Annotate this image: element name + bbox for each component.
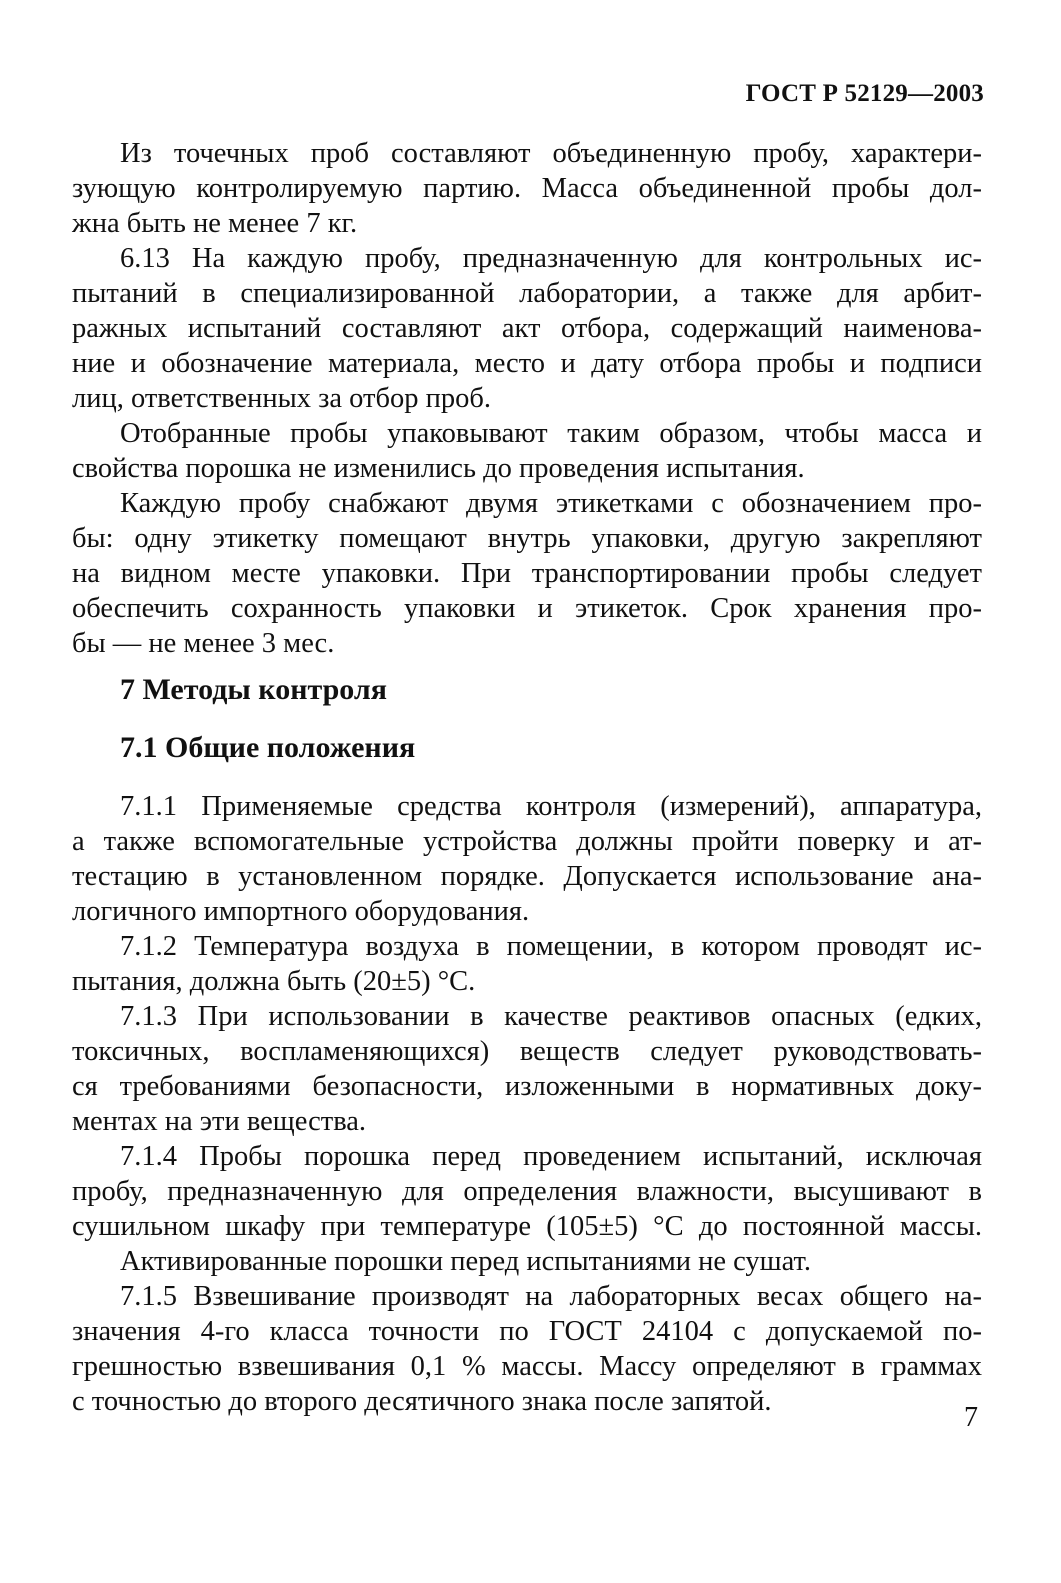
text-line: 7.1.5 Взвешивание производят на лабораторных весах общего на-: [120, 1281, 982, 1312]
text-line: обеспечить сохранность упаковки и этикеток. Срок хранения про-: [72, 593, 982, 624]
text-line: сушильном шкафу при температуре (105±5) °С до постоянной массы.: [72, 1211, 982, 1242]
text-line: ся требованиями безопасности, изложенными в нормативных доку-: [72, 1071, 982, 1102]
text-line: бы: одну этикетку помещают внутрь упаковки, другую закрепляют: [72, 523, 982, 554]
text-line: 7.1.4 Пробы порошка перед проведением испытаний, исключая: [120, 1141, 982, 1172]
text-line: Активированные порошки перед испытаниями не сушат.: [120, 1246, 811, 1277]
text-line: Каждую пробу снабжают двумя этикетками с обозначением про-: [120, 488, 982, 519]
text-line: 7.1.2 Температура воздуха в помещении, в котором проводят ис-: [120, 931, 982, 962]
text-line: свойства порошка не изменились до проведения испытания.: [72, 453, 805, 484]
section-6-text: [72, 136, 982, 661]
text-line: зующую контролируемую партию. Масса объединенной пробы дол-: [72, 173, 982, 204]
text-line: пытания, должна быть (20±5) °С.: [72, 966, 476, 997]
text-line: 7.1.1 Применяемые средства контроля (измерений), аппаратура,: [120, 791, 982, 822]
text-line: тестацию в установленном порядке. Допускается использование ана-: [72, 861, 982, 892]
page-number: 7: [964, 1402, 978, 1433]
text-line: а также вспомогательные устройства должны пройти поверку и ат-: [72, 826, 982, 857]
text-line: Отобранные пробы упаковывают таким образом, чтобы масса и: [120, 418, 982, 449]
section-7-1-text: [72, 789, 982, 1419]
text-line: жна быть не менее 7 кг.: [72, 208, 358, 239]
subsection-heading: 7.1 Общие положения: [120, 731, 416, 764]
text-line: ние и обозначение материала, место и дату отбора пробы и подписи: [72, 348, 982, 379]
text-line: бы — не менее 3 мес.: [72, 628, 335, 659]
text-line: 6.13 На каждую пробу, предназначенную для контрольных ис-: [120, 243, 982, 274]
document-header: ГОСТ Р 52129—2003: [745, 80, 984, 107]
text-line: с точностью до второго десятичного знака после запятой.: [72, 1386, 772, 1417]
text-line: значения 4-го класса точности по ГОСТ 24104 с допускаемой по-: [72, 1316, 982, 1347]
text-line: пытаний в специализированной лаборатории, а также для арбит-: [72, 278, 982, 309]
text-line: на видном месте упаковки. При транспортировании пробы следует: [72, 558, 982, 589]
text-line: логичного импортного оборудования.: [72, 896, 530, 927]
section-heading: 7 Методы контроля: [120, 673, 387, 706]
text-line: токсичных, воспламеняющихся) веществ следует руководствовать-: [72, 1036, 982, 1067]
text-line: 7.1.3 При использовании в качестве реактивов опасных (едких,: [120, 1001, 982, 1032]
text-line: лиц, ответственных за отбор проб.: [72, 383, 491, 414]
text-line: ментах на эти вещества.: [72, 1106, 367, 1137]
text-line: Из точечных проб составляют объединенную пробу, характери-: [120, 138, 982, 169]
text-line: ражных испытаний составляют акт отбора, содержащий наименова-: [72, 313, 982, 344]
text-line: грешностью взвешивания 0,1 % массы. Массу определяют в граммах: [72, 1351, 982, 1382]
text-line: пробу, предназначенную для определения влажности, высушивают в: [72, 1176, 982, 1207]
